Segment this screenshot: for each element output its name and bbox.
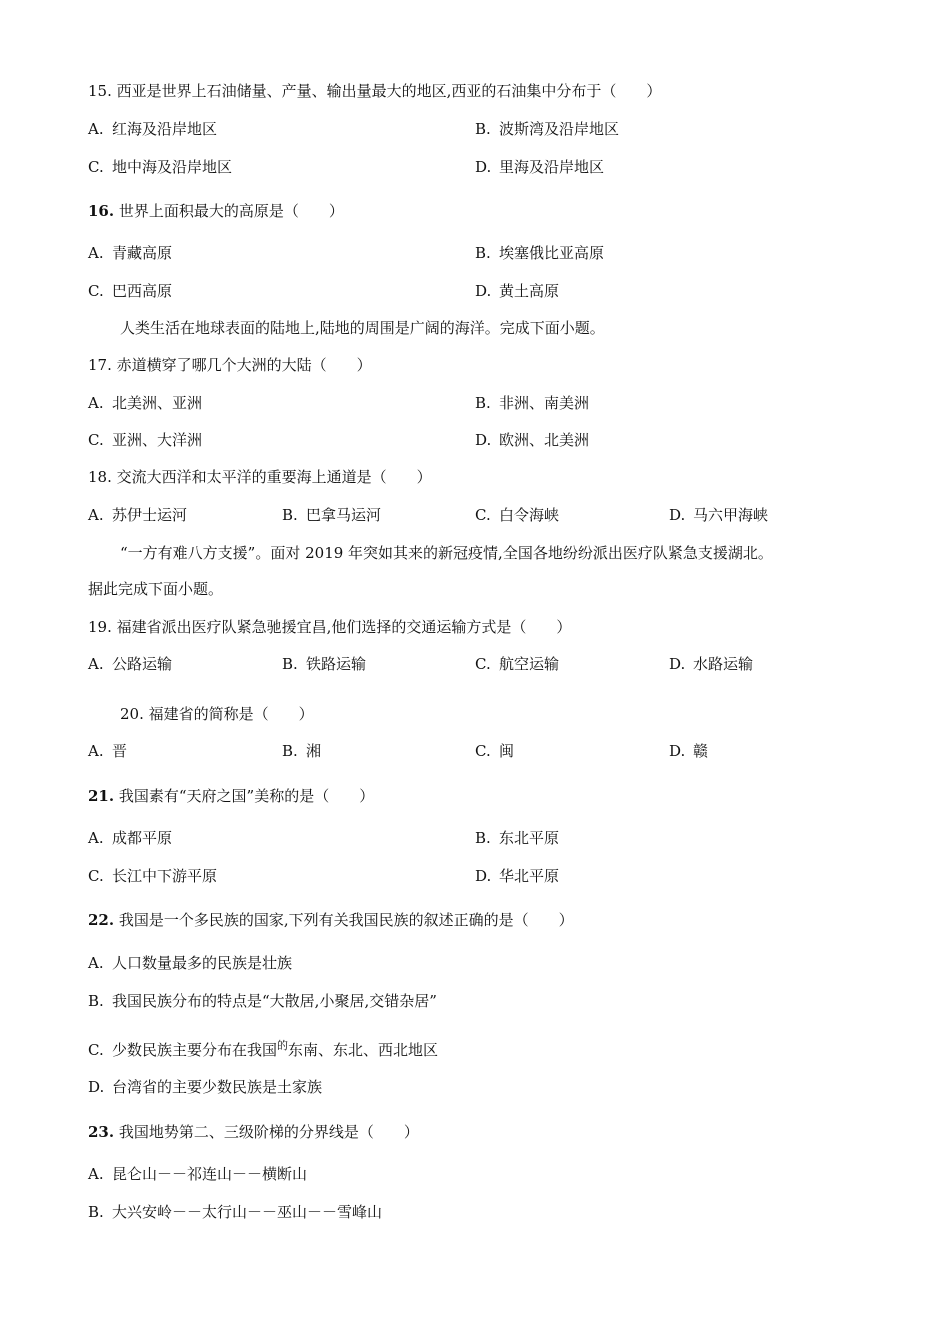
question-20-option-b[interactable]: B. 湘 bbox=[282, 742, 322, 760]
question-18-option-a[interactable]: A. 苏伊士运河 bbox=[88, 506, 188, 524]
question-20-option-a[interactable]: A. 晋 bbox=[88, 742, 128, 760]
question-15-option-b[interactable]: B. 波斯湾及沿岸地区 bbox=[475, 120, 620, 138]
question-16-option-b[interactable]: B. 埃塞俄比亚高原 bbox=[475, 244, 605, 262]
question-22-stem: 22. 我国是一个多民族的国家,下列有关我国民族的叙述正确的是（ ） bbox=[88, 911, 574, 929]
question-16-option-a[interactable]: A. 青藏高原 bbox=[88, 244, 173, 262]
question-16-option-d[interactable]: D. 黄土高原 bbox=[475, 282, 560, 300]
question-21-option-d[interactable]: D. 华北平原 bbox=[475, 867, 560, 885]
question-19-option-a[interactable]: A. 公路运输 bbox=[88, 655, 173, 673]
question-15-stem: 15. 西亚是世界上石油储量、产量、输出量最大的地区,西亚的石油集中分布于（ ） bbox=[88, 82, 662, 100]
question-15-option-a[interactable]: A. 红海及沿岸地区 bbox=[88, 120, 218, 138]
passage-continents: 人类生活在地球表面的陆地上,陆地的周围是广阔的海洋。完成下面小题。 bbox=[120, 319, 605, 337]
passage-covid-line1: “一方有难八方支援”。面对 2019 年突如其来的新冠疫情,全国各地纷纷派出医疗队紧急支援湖北。 bbox=[120, 544, 773, 562]
question-21-option-b[interactable]: B. 东北平原 bbox=[475, 829, 560, 847]
question-17-option-b[interactable]: B. 非洲、南美洲 bbox=[475, 394, 590, 412]
question-22-option-a[interactable]: A. 人口数量最多的民族是壮族 bbox=[88, 954, 293, 972]
question-15-option-c[interactable]: C. 地中海及沿岸地区 bbox=[88, 158, 233, 176]
question-18-option-d[interactable]: D. 马六甲海峡 bbox=[669, 506, 769, 524]
question-22-option-d[interactable]: D. 台湾省的主要少数民族是土家族 bbox=[88, 1078, 323, 1096]
question-23-option-b[interactable]: B. 大兴安岭－－太行山－－巫山－－雪峰山 bbox=[88, 1203, 383, 1221]
question-19-option-d[interactable]: D. 水路运输 bbox=[669, 655, 754, 673]
question-16-option-c[interactable]: C. 巴西高原 bbox=[88, 282, 173, 300]
question-20-stem: 20. 福建省的简称是（ ） bbox=[120, 705, 314, 723]
question-17-option-a[interactable]: A. 北美洲、亚洲 bbox=[88, 394, 203, 412]
question-16-stem: 16. 世界上面积最大的高原是（ ） bbox=[88, 202, 344, 220]
passage-covid-line2: 据此完成下面小题。 bbox=[88, 580, 224, 598]
question-18-option-c[interactable]: C. 白令海峡 bbox=[475, 506, 560, 524]
question-23-option-a[interactable]: A. 昆仑山－－祁连山－－横断山 bbox=[88, 1165, 308, 1183]
question-22-option-c[interactable]: C. 少数民族主要分布在我国$^的$东南、东北、西北地区 bbox=[88, 1039, 439, 1059]
question-18-option-b[interactable]: B. 巴拿马运河 bbox=[282, 506, 382, 524]
question-20-option-c[interactable]: C. 闽 bbox=[475, 742, 515, 760]
question-21-option-a[interactable]: A. 成都平原 bbox=[88, 829, 173, 847]
question-22-option-b[interactable]: B. 我国民族分布的特点是“大散居,小聚居,交错杂居” bbox=[88, 992, 437, 1010]
question-17-stem: 17. 赤道横穿了哪几个大洲的大陆（ ） bbox=[88, 356, 372, 374]
question-20-option-d[interactable]: D. 赣 bbox=[669, 742, 709, 760]
question-17-option-d[interactable]: D. 欧洲、北美洲 bbox=[475, 431, 590, 449]
question-21-option-c[interactable]: C. 长江中下游平原 bbox=[88, 867, 218, 885]
question-23-stem: 23. 我国地势第二、三级阶梯的分界线是（ ） bbox=[88, 1123, 419, 1141]
question-17-option-c[interactable]: C. 亚洲、大洋洲 bbox=[88, 431, 203, 449]
question-19-option-c[interactable]: C. 航空运输 bbox=[475, 655, 560, 673]
question-15-option-d[interactable]: D. 里海及沿岸地区 bbox=[475, 158, 605, 176]
question-19-option-b[interactable]: B. 铁路运输 bbox=[282, 655, 367, 673]
question-19-stem: 19. 福建省派出医疗队紧急驰援宜昌,他们选择的交通运输方式是（ ） bbox=[88, 618, 572, 636]
question-21-stem: 21. 我国素有“天府之国”美称的是（ ） bbox=[88, 787, 375, 805]
question-18-stem: 18. 交流大西洋和太平洋的重要海上通道是（ ） bbox=[88, 468, 432, 486]
